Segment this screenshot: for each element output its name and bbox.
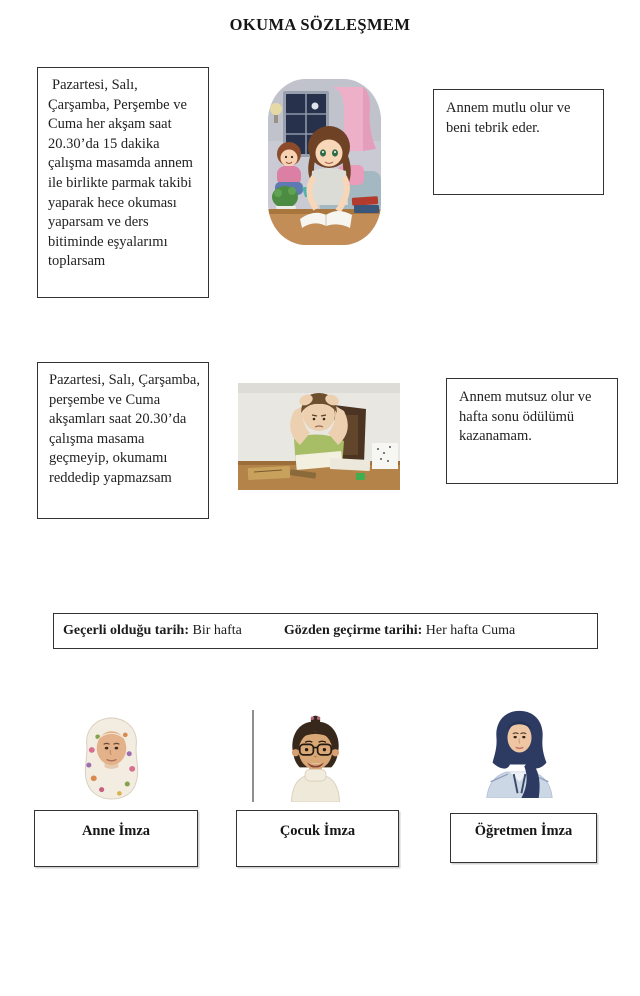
mother-signature-label: Anne İmza [81,823,151,839]
frustrated-child-photo [238,383,400,490]
valid-date [63,623,242,639]
child-signature-label: Çocuk İmza [279,823,356,839]
positive-condition-text: Pazartesi, Salı, Çarşamba, Perşembe ve Cuma her akşam saat 20.30’da 15 dakika çalışma masamda annem ile birlikte parmak takibi yaparak hece okuması yaparsam ve ders bitiminde eşyalarımı toplarsam [48,77,193,270]
positive-outcome-box [433,89,604,195]
review-date [284,623,515,639]
child-photo [283,714,348,802]
studying-cartoon-image [268,79,381,245]
mother-photo [78,716,145,800]
negative-condition-box [37,362,209,519]
negative-outcome-text: Annem mutsuz olur ve hafta sonu ödülümü kazanamam. [459,389,592,445]
teacher-signature-box [450,813,597,863]
positive-condition-box [37,67,209,298]
negative-condition-text: Pazartesi, Salı, Çarşamba, perşembe ve Cuma akşamları saat 20.30’da çalışma masama geçmeyip, okumamı reddedip yapmazsam [49,372,200,486]
divider-line [252,710,254,802]
valid-date-value: Bir hafta [192,623,242,638]
page-title: OKUMA SÖZLEŞMEM [229,15,411,34]
child-signature-box [236,810,399,867]
dates-box [53,613,598,649]
valid-date-label: Geçerli olduğu tarih: [63,623,189,638]
negative-outcome-box [446,378,618,484]
teacher-photo [481,707,558,798]
review-date-value: Her hafta Cuma [425,623,516,638]
teacher-signature-label: Öğretmen İmza [474,823,573,839]
positive-outcome-text: Annem mutlu olur ve beni tebrik eder. [446,100,571,136]
review-date-label: Gözden geçirme tarihi: [283,623,423,638]
mother-signature-box [34,810,198,867]
